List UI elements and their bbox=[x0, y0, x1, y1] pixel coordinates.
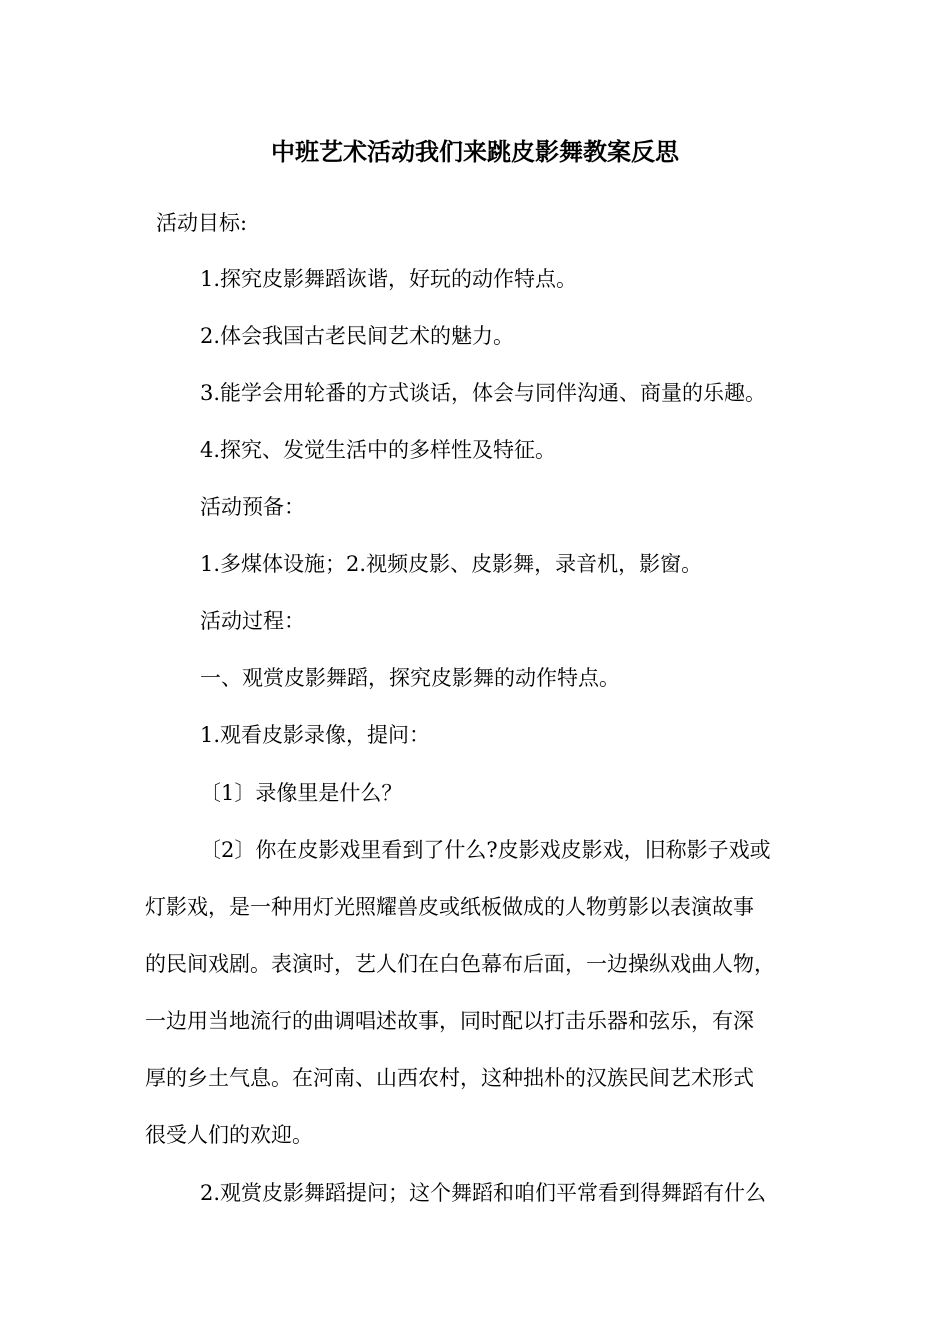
paragraph-line: 灯影戏，是一种用灯光照耀兽皮或纸板做成的人物剪影以表演故事 bbox=[145, 895, 754, 919]
paragraph-line: 的民间戏剧。表演时，艺人们在白色幕布后面，一边操纵戏曲人物， bbox=[145, 952, 775, 976]
process-substep-1: 1.观看皮影录像，提问： bbox=[200, 723, 431, 747]
paragraph-line: 厚的乡土气息。在河南、山西农村，这种拙朴的汉族民间艺术形式 bbox=[145, 1066, 754, 1090]
question-1: 〔1〕录像里是什么？ bbox=[200, 781, 403, 805]
goal-item-3: 3.能学会用轮番的方式谈话，体会与同伴沟通、商量的乐趣。 bbox=[200, 381, 767, 405]
goal-item-2: 2.体会我国古老民间艺术的魅力。 bbox=[200, 324, 515, 348]
section-heading-preparation: 活动预备： bbox=[200, 495, 305, 519]
goal-item-1: 1.探究皮影舞蹈诙谐，好玩的动作特点。 bbox=[200, 267, 578, 291]
section-heading-goals: 活动目标: bbox=[156, 211, 248, 235]
paragraph-line: 一边用当地流行的曲调唱述故事，同时配以打击乐器和弦乐，有深 bbox=[145, 1009, 754, 1033]
question-2-line-1: 〔2〕你在皮影戏里看到了什么?皮影戏皮影戏，旧称影子戏或 bbox=[200, 838, 771, 862]
document-title: 中班艺术活动我们来跳皮影舞教案反思 bbox=[271, 138, 679, 166]
paragraph-line: 很受人们的欢迎。 bbox=[145, 1123, 313, 1147]
goal-item-4: 4.探究、发觉生活中的多样性及特征。 bbox=[200, 438, 557, 462]
process-step-1-heading: 一、观赏皮影舞蹈，探究皮影舞的动作特点。 bbox=[200, 666, 620, 690]
process-substep-2: 2.观赏皮影舞蹈提问；这个舞蹈和咱们平常看到得舞蹈有什么 bbox=[200, 1181, 767, 1205]
section-heading-process: 活动过程： bbox=[200, 609, 305, 633]
preparation-items: 1.多煤体设施；2.视频皮影、皮影舞，录音机，影窗。 bbox=[200, 552, 703, 576]
